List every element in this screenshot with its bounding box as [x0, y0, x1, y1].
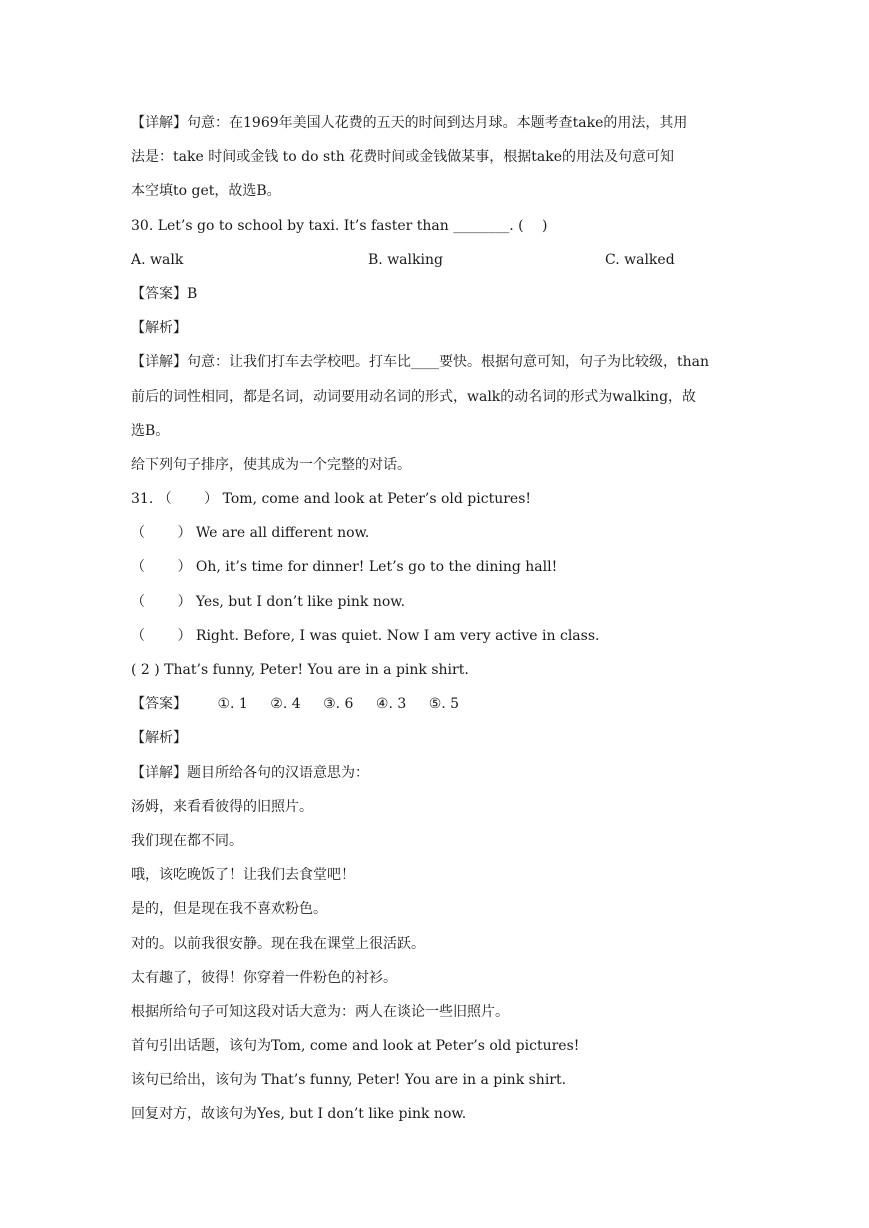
option-a: A. walk [131, 251, 184, 268]
option-b: B. walking [368, 251, 443, 268]
explanation-q31-step3: 回复对方，故该句为Yes, but I don’t like pink now. [131, 1106, 467, 1123]
option-c: C. walked [605, 251, 675, 268]
answer-item: ⑤. 5 [428, 696, 460, 713]
explanation-q30-line2: 前后的词性相同，都是名词，动词要用动名词的形式，walk的动名词的形式为walking，故 [131, 388, 697, 405]
question-31-item5: （ ） Right. Before, I was quiet. Now I am very active in class. [131, 627, 600, 644]
explanation-q31-step1: 首句引出话题，该句为Tom, come and look at Peter’s old pictures! [131, 1038, 580, 1055]
question-31-item1: 31. （ ） Tom, come and look at Peter’s old pictures! [131, 491, 532, 508]
answer-label: 【答案】 [131, 696, 187, 713]
document-page [131, 106, 741, 1132]
question-30: 30. Let’s go to school by taxi. It’s faster than ________. ( ) [131, 217, 548, 234]
explanation-q31-summary: 根据所给句子可知这段对话大意为：两人在谈论一些旧照片。 [131, 1003, 509, 1020]
explanation-q29-line2: 法是：take 时间或金钱 to do sth 花费时间或金钱做某事，根据take的用法及句意可知 [131, 149, 675, 166]
translation-line6: 太有趣了，彼得！你穿着一件粉色的衬衫。 [131, 969, 397, 986]
question-31-item4: （ ） Yes, but I don’t like pink now. [131, 593, 406, 610]
explanation-q29-line1: 【详解】句意：在1969年美国人花费的五天的时间到达月球。本题考查take的用法，其用 [131, 115, 688, 131]
explanation-q30-line1: 【详解】句意：让我们打车去学校吧。打车比____要快。根据句意可知，句子为比较级，than [131, 354, 710, 371]
translation-line5: 对的。以前我很安静。现在我在课堂上很活跃。 [131, 935, 425, 952]
translation-line2: 我们现在都不同。 [131, 832, 243, 849]
answer-item: ②. 4 [270, 696, 301, 713]
question-30-options [131, 243, 741, 277]
analysis-heading-q30: 【解析】 [131, 320, 187, 337]
question-31-item2: （ ） We are all different now. [131, 525, 370, 542]
answer-item: ④. 3 [375, 696, 407, 713]
analysis-heading-q31: 【解析】 [131, 730, 187, 747]
section-instruction: 给下列句子排序，使其成为一个完整的对话。 [131, 456, 411, 473]
explanation-q31-intro: 【详解】题目所给各句的汉语意思为： [131, 764, 369, 781]
translation-line3: 哦，该吃晚饭了！让我们去食堂吧！ [131, 867, 355, 884]
answer-item: ①. 1 [217, 696, 248, 713]
explanation-q30-line3: 选B。 [131, 422, 170, 439]
translation-line1: 汤姆，来看看彼得的旧照片。 [131, 798, 313, 815]
question-31-item6: ( 2 ) That’s funny, Peter! You are in a pink shirt. [131, 662, 469, 678]
question-31-item3: （ ） Oh, it’s time for dinner! Let’s go to the dining hall! [131, 559, 558, 576]
answer-q30: 【答案】B [131, 285, 198, 302]
translation-line4: 是的，但是现在我不喜欢粉色。 [131, 901, 327, 918]
answer-item: ③. 6 [323, 696, 354, 713]
answer-q31 [131, 687, 741, 721]
explanation-q31-step2: 该句已给出，该句为 That’s funny, Peter! You are in a pink shirt. [131, 1072, 567, 1089]
explanation-q29-line3: 本空填to get，故选B。 [131, 183, 281, 200]
